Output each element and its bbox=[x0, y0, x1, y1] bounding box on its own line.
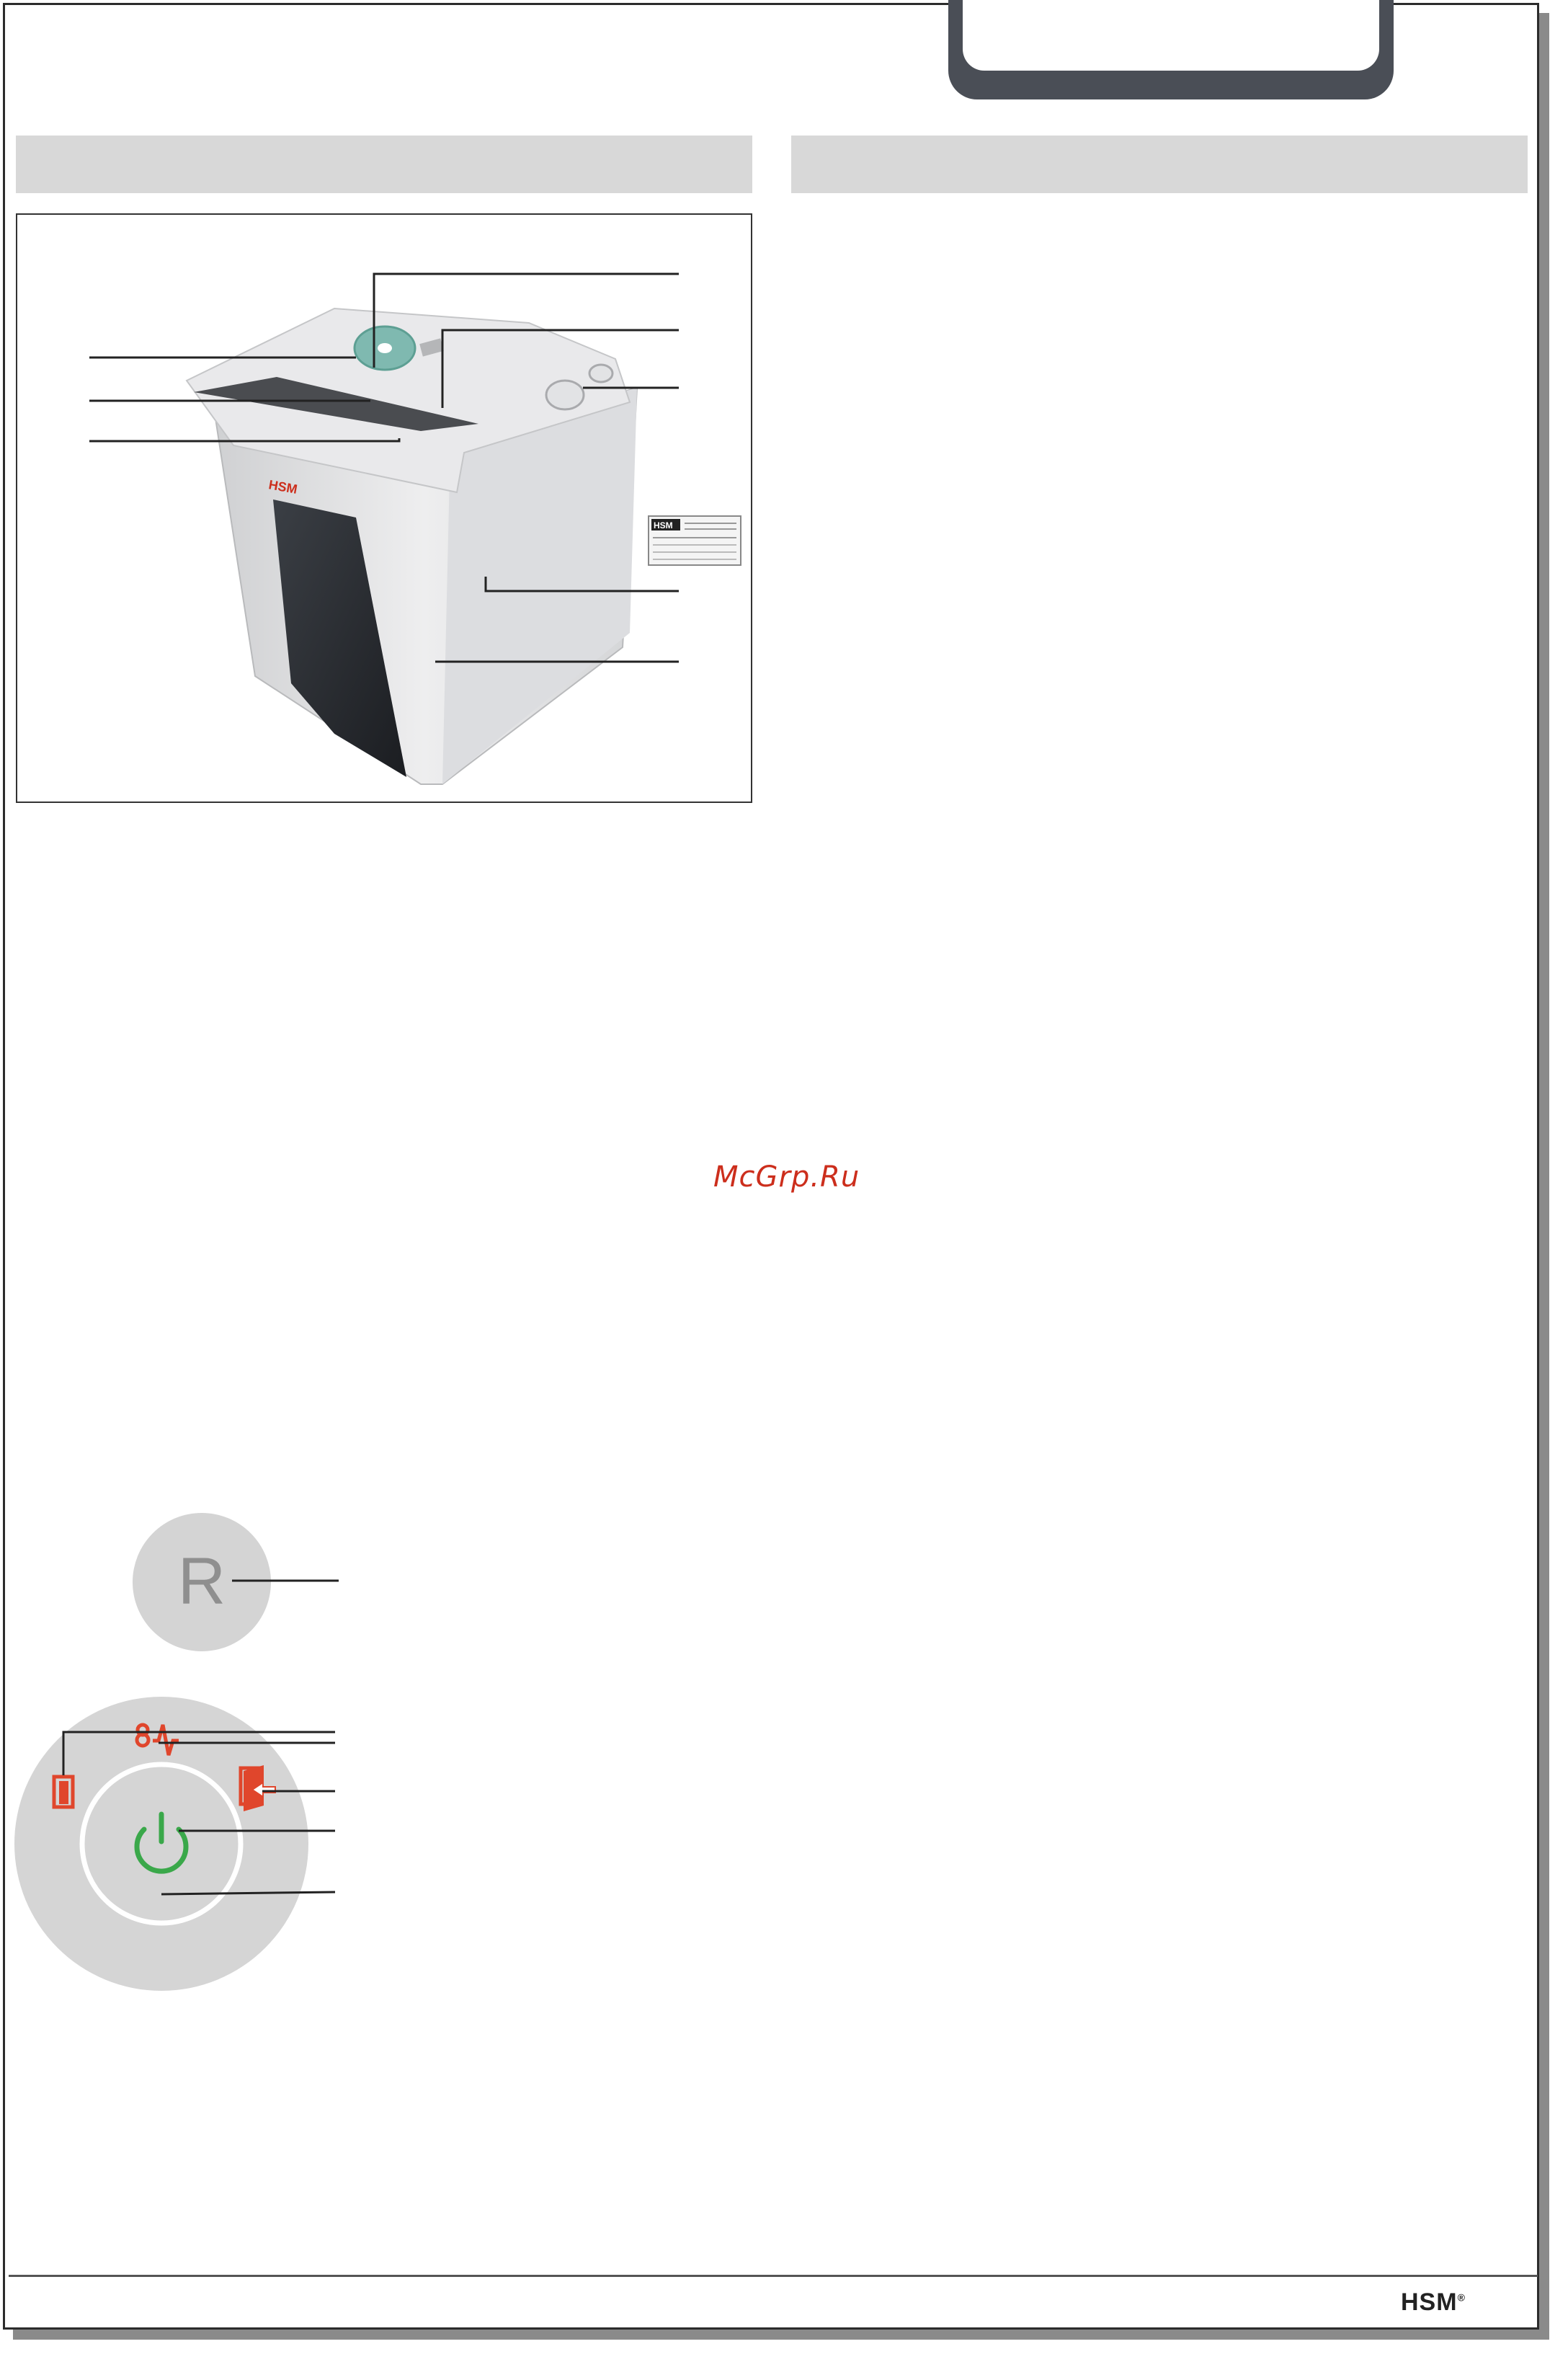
chapter-tab-inner bbox=[963, 0, 1379, 71]
control-panel-diagram bbox=[14, 1690, 360, 1993]
machine-logo: HSM bbox=[267, 477, 299, 497]
shredder-figure bbox=[16, 213, 752, 803]
svg-text:HSM: HSM bbox=[654, 520, 673, 530]
shredder-illustration bbox=[17, 215, 751, 802]
footer-logo bbox=[1401, 2288, 1466, 2317]
rating-label bbox=[649, 516, 741, 565]
control-button-large bbox=[546, 381, 584, 409]
footer-rule bbox=[9, 2275, 1538, 2277]
reset-button-diagram bbox=[122, 1503, 468, 1661]
watermark: McGrp.Ru bbox=[713, 1160, 860, 1194]
footer-logo-text: HSM bbox=[1401, 2288, 1458, 2316]
section-header-right bbox=[791, 136, 1528, 193]
footer-logo-reg: ® bbox=[1457, 2291, 1466, 2304]
reset-letter: R bbox=[177, 1545, 226, 1618]
control-button-small bbox=[589, 365, 612, 382]
section-header-left bbox=[16, 136, 752, 193]
